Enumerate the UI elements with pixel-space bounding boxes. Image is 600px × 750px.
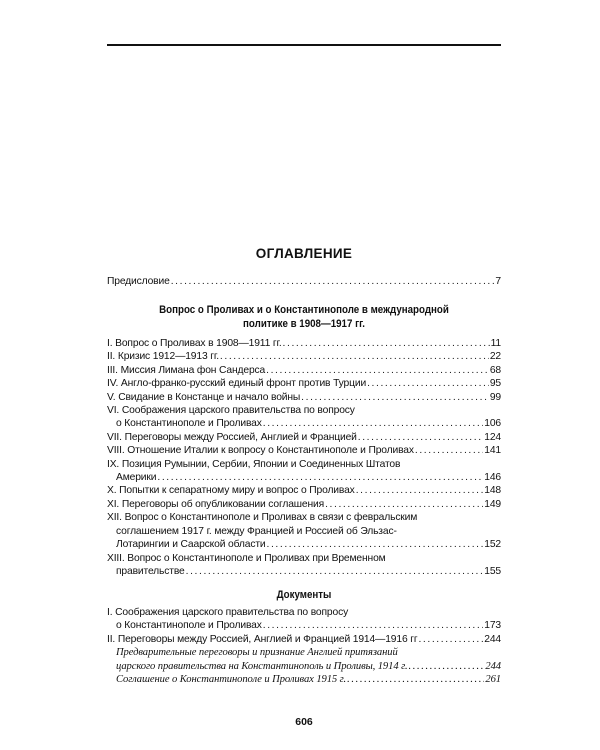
toc-entry-6-line1 bbox=[107, 404, 501, 417]
section1-entries bbox=[107, 337, 501, 578]
leader-dots bbox=[301, 391, 489, 404]
leader-dots bbox=[263, 417, 484, 430]
leader-dots bbox=[347, 673, 484, 686]
entry-title: Англо-франко-русский единый фронт против Турции bbox=[120, 378, 367, 390]
entry-title: Соображения царского правительства по вопросу bbox=[115, 607, 349, 618]
entry-title-cont: о Константинополе и Проливах bbox=[116, 620, 262, 632]
entry-number: I. bbox=[107, 607, 113, 618]
section2-heading: Документы bbox=[276, 589, 332, 601]
toc-entry-1 bbox=[107, 337, 501, 350]
toc-entry-5 bbox=[107, 391, 501, 404]
entry-title: Позиция Румынии, Сербии, Японии и Соединенных Штатов bbox=[121, 458, 401, 470]
leader-dots bbox=[171, 275, 495, 288]
entry-title: Переговоры об опубликовании соглашения bbox=[121, 498, 325, 510]
toc-entry-12-line3 bbox=[107, 538, 501, 551]
entry-page: 124 bbox=[484, 431, 501, 443]
toc-entry-9-line1 bbox=[107, 458, 501, 471]
leader-dots bbox=[367, 377, 489, 390]
leader-dots bbox=[358, 431, 484, 444]
entry-title: Попытки к сепаратному миру и вопрос о Проливах bbox=[119, 485, 355, 497]
entry-page: 173 bbox=[484, 620, 501, 632]
toc-entry-2 bbox=[107, 350, 501, 363]
preface-label: Предисловие bbox=[107, 276, 170, 287]
toc-entry-6-line2 bbox=[107, 417, 501, 430]
entry-number: XI. bbox=[107, 498, 120, 510]
doc-subentry-1-line2 bbox=[107, 660, 501, 673]
subentry-title: Соглашение о Константинополе и Проливах 1915 г. bbox=[116, 674, 347, 686]
entry-title-cont: правительстве bbox=[116, 565, 185, 577]
entry-page: 149 bbox=[484, 498, 501, 510]
subentry-page: 244 bbox=[485, 660, 501, 672]
entry-number: I. bbox=[107, 338, 113, 349]
section1-heading-line2: политике в 1908—1917 гг. bbox=[243, 318, 365, 330]
entry-page: 22 bbox=[489, 351, 501, 363]
entry-page: 106 bbox=[484, 418, 501, 430]
leader-dots bbox=[157, 471, 483, 484]
entry-page: 68 bbox=[489, 364, 501, 376]
toc-entry-7 bbox=[107, 431, 501, 444]
toc-entry-13-line2 bbox=[107, 565, 501, 578]
doc-entry-1-line2 bbox=[107, 619, 501, 632]
preface-page: 7 bbox=[495, 276, 501, 287]
entry-number: VIII. bbox=[107, 445, 125, 457]
entry-number: IV. bbox=[107, 378, 119, 390]
entry-title-cont: Лотарингии и Саарской области bbox=[116, 539, 266, 551]
entry-title: Отношение Италии к вопросу о Константинополе и Проливах bbox=[127, 445, 414, 457]
doc-subentry-2 bbox=[107, 673, 501, 686]
toc-entry-10 bbox=[107, 484, 501, 497]
entry-number: VII. bbox=[107, 431, 122, 443]
leader-dots bbox=[266, 364, 489, 377]
doc-entry-1-line1 bbox=[107, 606, 501, 619]
preface-entry bbox=[107, 275, 501, 288]
entry-title: Соображения царского правительства по вопросу bbox=[121, 405, 355, 417]
section2-entries bbox=[107, 606, 501, 686]
page-number: 606 bbox=[295, 716, 313, 728]
entry-title: Свидание в Констанце и начало войны bbox=[118, 391, 301, 403]
entry-title: Вопрос о Проливах в 1908—1911 гг. bbox=[115, 338, 282, 349]
toc-entry-13-line1 bbox=[107, 552, 501, 565]
subentry-page: 261 bbox=[485, 674, 501, 686]
section1-heading-line1: Вопрос о Проливах и о Константинополе в международной bbox=[159, 304, 449, 316]
entry-page: 99 bbox=[489, 391, 501, 403]
entry-number: XII. bbox=[107, 512, 122, 524]
toc-entry-3 bbox=[107, 364, 501, 377]
leader-dots bbox=[186, 565, 484, 578]
entry-title: Переговоры между Россией, Англией и Францией 1914—1916 гг bbox=[117, 633, 418, 645]
entry-number: IX. bbox=[107, 458, 120, 470]
doc-subentry-1-line1 bbox=[107, 646, 501, 659]
entry-number: II. bbox=[107, 351, 116, 363]
toc-entry-4 bbox=[107, 377, 501, 390]
doc-entry-2 bbox=[107, 633, 501, 646]
entry-title-cont: соглашением 1917 г. между Францией и Россией об Эльзас- bbox=[116, 525, 397, 537]
toc-entry-12-line1 bbox=[107, 511, 501, 524]
page-title: ОГЛАВЛЕНИЕ bbox=[255, 246, 353, 261]
entry-title: Кризис 1912—1913 гг. bbox=[117, 351, 219, 363]
entry-page: 141 bbox=[484, 445, 501, 457]
entry-title-cont: о Константинополе и Проливах bbox=[116, 418, 262, 430]
subentry-title-cont: царского правительства на Константинополь и Проливы, 1914 г. bbox=[116, 660, 408, 672]
entry-page: 244 bbox=[484, 633, 501, 645]
entry-title: Вопрос о Константинополе и Проливах при Временном bbox=[127, 552, 386, 564]
entry-title: Переговоры между Россией, Англией и Францией bbox=[124, 431, 357, 443]
leader-dots bbox=[283, 337, 490, 350]
entry-number: V. bbox=[107, 391, 116, 403]
entry-page: 155 bbox=[484, 565, 501, 577]
leader-dots bbox=[415, 444, 483, 457]
subentry-title: Предварительные переговоры и признание Англией притязаний bbox=[116, 647, 398, 659]
entry-page: 146 bbox=[484, 472, 501, 484]
entry-title: Вопрос о Константинополе и Проливах в связи с февральским bbox=[124, 512, 418, 524]
toc-entry-12-line2 bbox=[107, 525, 501, 538]
entry-number: X. bbox=[107, 485, 117, 497]
entry-page: 11 bbox=[490, 338, 501, 349]
entry-number: XIII. bbox=[107, 552, 125, 564]
entry-number: II. bbox=[107, 633, 116, 645]
entry-page: 152 bbox=[484, 539, 501, 551]
entry-number: VI. bbox=[107, 405, 120, 417]
leader-dots bbox=[263, 619, 484, 632]
entry-number: III. bbox=[107, 364, 118, 376]
leader-dots bbox=[325, 498, 483, 511]
leader-dots bbox=[418, 633, 483, 646]
toc-entry-11 bbox=[107, 498, 501, 511]
leader-dots bbox=[267, 538, 484, 551]
top-rule bbox=[107, 44, 501, 46]
entry-page: 148 bbox=[484, 485, 501, 497]
toc-entry-9-line2 bbox=[107, 471, 501, 484]
leader-dots bbox=[356, 484, 484, 497]
toc-entry-8 bbox=[107, 444, 501, 457]
entry-title: Миссия Лимана фон Сандерса bbox=[120, 364, 266, 376]
leader-dots bbox=[220, 350, 489, 363]
leader-dots bbox=[409, 660, 485, 673]
entry-title-cont: Америки bbox=[116, 472, 157, 484]
entry-page: 95 bbox=[489, 378, 501, 390]
section1-heading bbox=[123, 303, 485, 331]
